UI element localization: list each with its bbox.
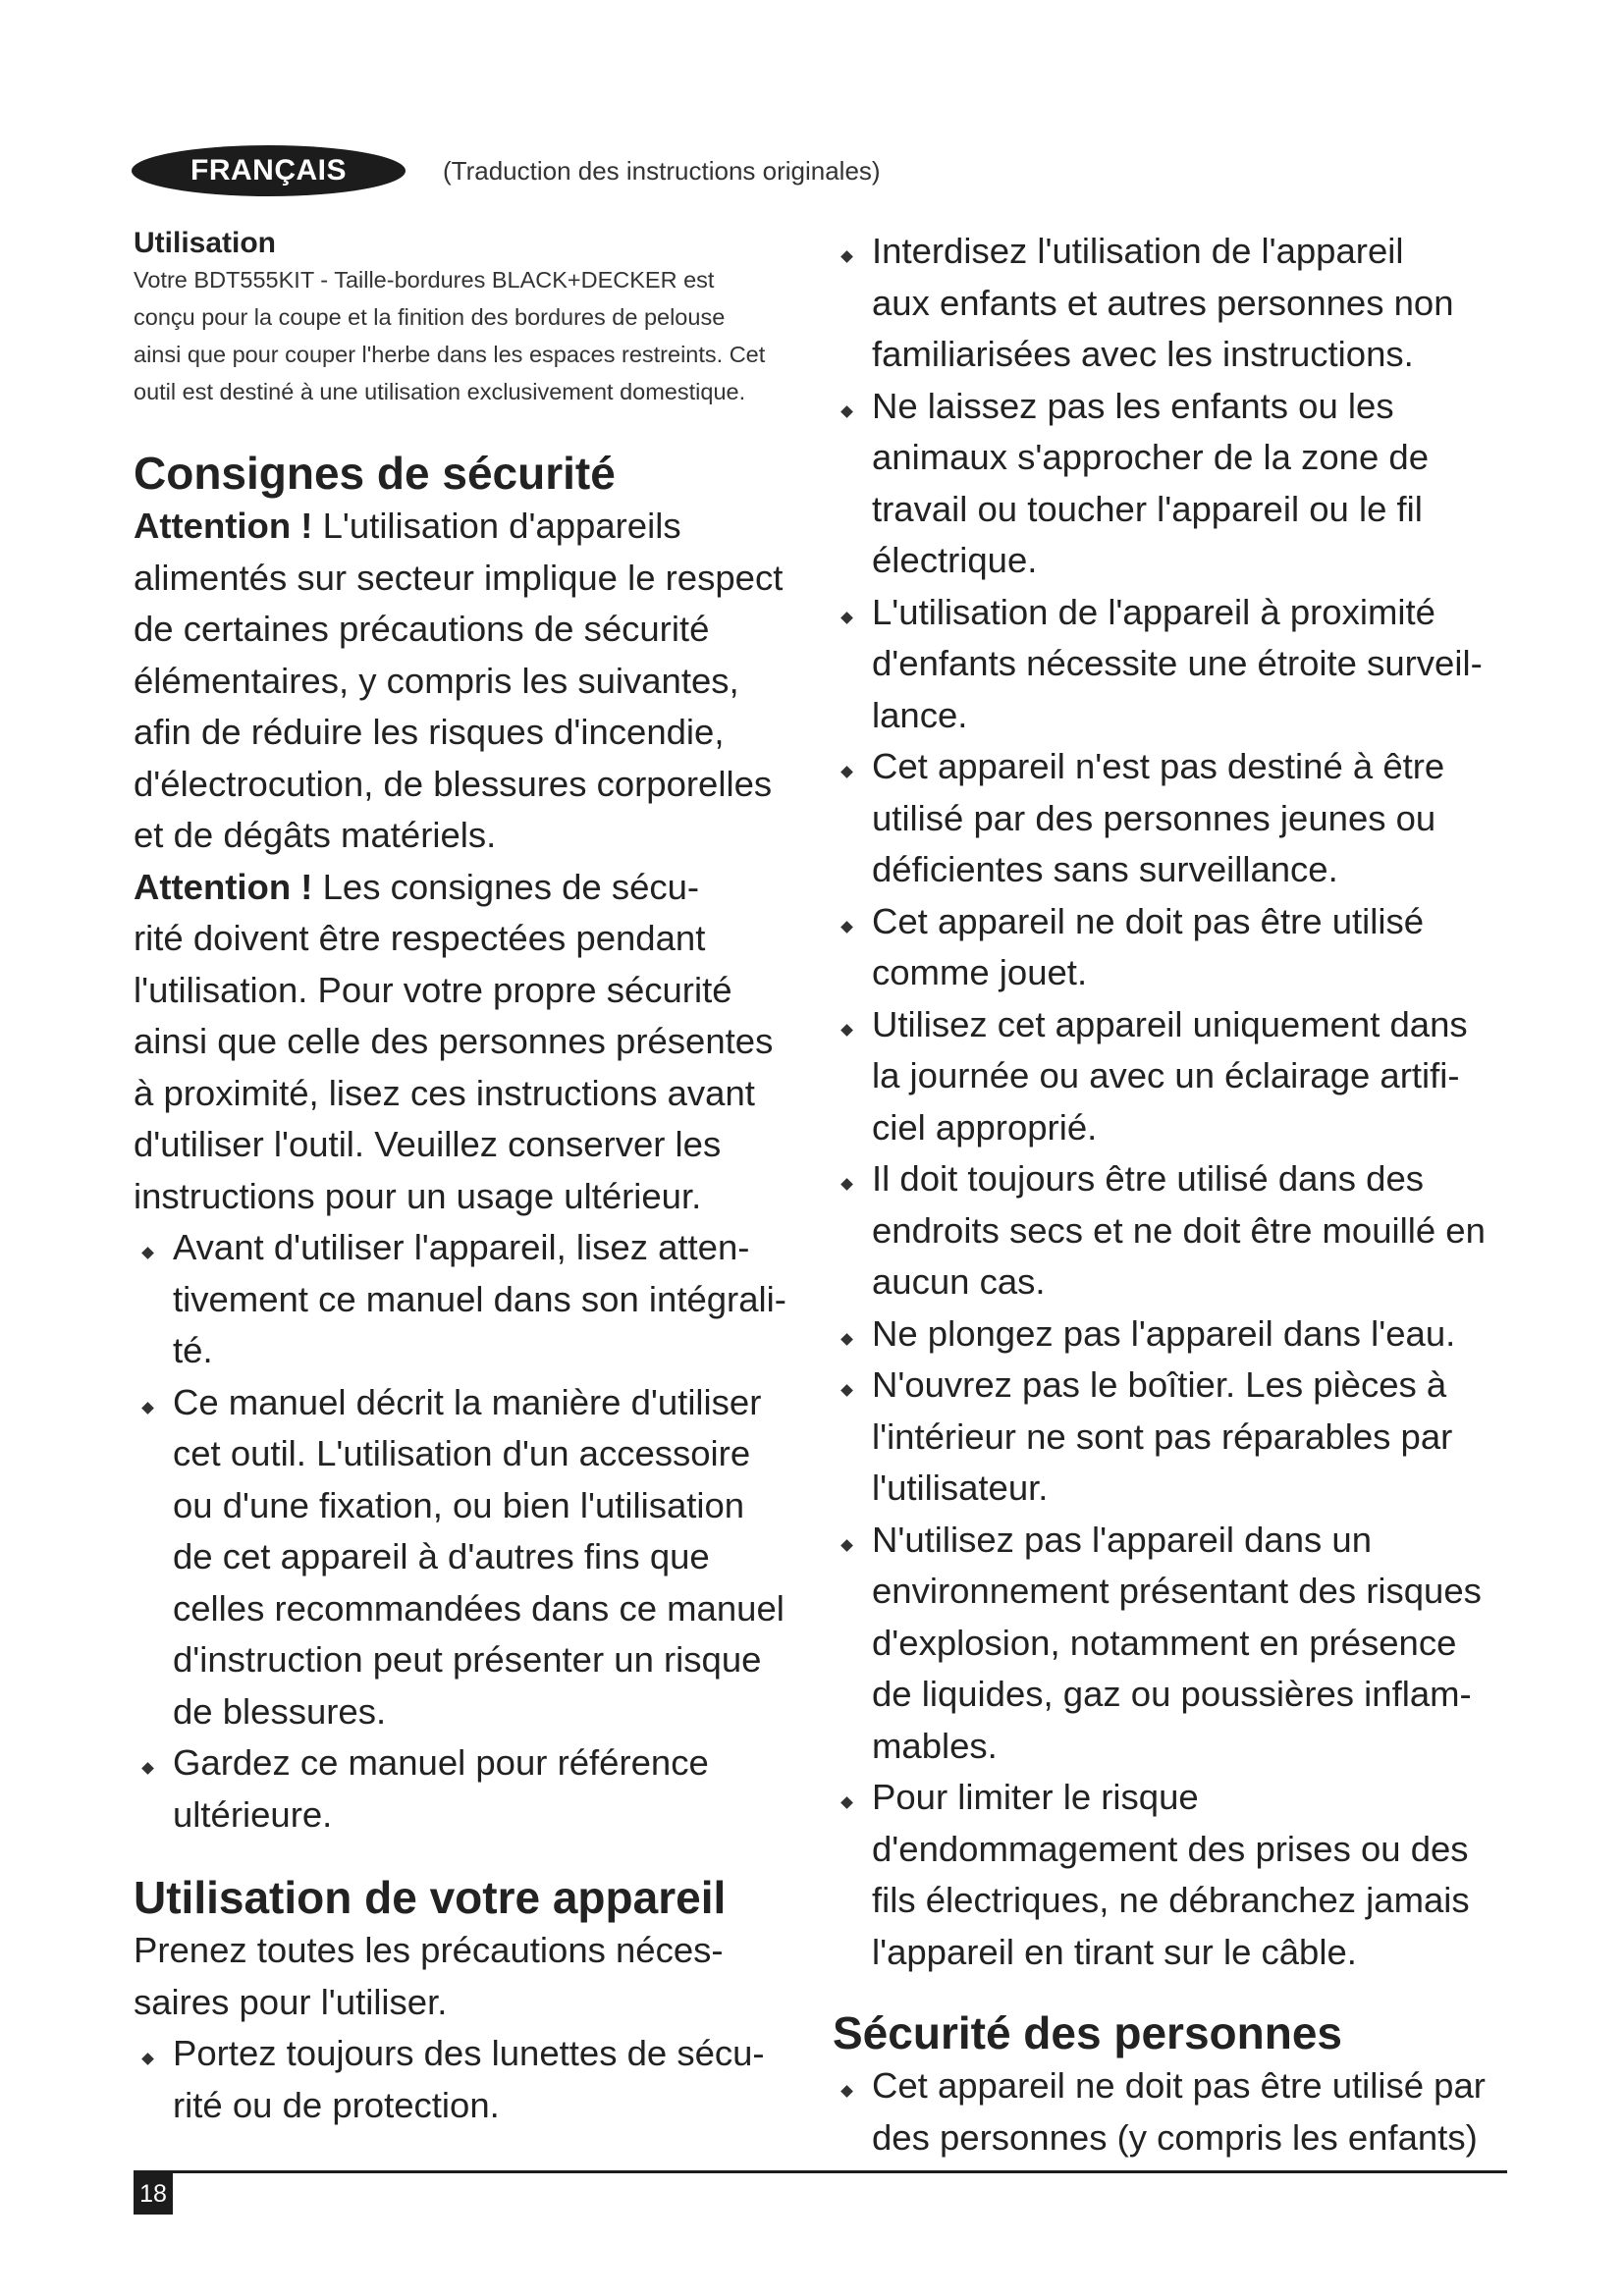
text-line: Utilisez cet appareil uniquement dans [872, 1003, 1468, 1044]
text-line: ainsi que celle des personnes présentes [134, 1021, 774, 1061]
safety-paragraph-1 [134, 501, 801, 862]
text-line: té. [173, 1330, 213, 1370]
usage-paragraph [134, 1925, 801, 2028]
text-line: cet outil. L'utilisation d'un accessoire [173, 1433, 751, 1473]
text-line: l'utilisation. Pour votre propre sécurité [134, 969, 732, 1010]
text-line: d'utiliser l'outil. Veuillez conserver les [134, 1124, 722, 1164]
personal-safety-heading: Sécurité des personnes [833, 2007, 1342, 2058]
intro-line: ainsi que pour couper l'herbe dans les espaces restreints. Cet [134, 342, 766, 367]
list-item [833, 381, 1510, 587]
text-line: des personnes (y compris les enfants) [872, 2116, 1478, 2158]
list-item [833, 2060, 1510, 2163]
usage-bullet-list [134, 2028, 801, 2131]
text-line: Prenez toutes les précautions néces- [134, 1930, 724, 1970]
page-header [132, 145, 881, 196]
text-line: mables. [872, 1725, 998, 1766]
text-line: lance. [872, 694, 968, 735]
text-line: Cet appareil ne doit pas être utilisé [872, 900, 1425, 941]
text-line: Interdisez l'utilisation de l'appareil [872, 231, 1404, 271]
text-line: ou d'une fixation, ou bien l'utilisation [173, 1484, 745, 1525]
list-item [833, 1360, 1510, 1515]
text-line: l'intérieur ne sont pas réparables par [872, 1415, 1453, 1457]
list-item [134, 2028, 801, 2131]
text-line: Ne plongez pas l'appareil dans l'eau. [872, 1312, 1456, 1354]
text-line: l'utilisateur. [872, 1468, 1049, 1508]
text-line: d'enfants nécessite une étroite surveil- [872, 643, 1483, 683]
text-line: utilisé par des personnes jeunes ou [872, 797, 1436, 838]
text-line: Ne laissez pas les enfants ou les [872, 385, 1394, 426]
text-line: de blessures. [173, 1690, 387, 1732]
list-item [833, 896, 1510, 999]
intro-line: outil est destiné à une utilisation exclusivement domestique. [134, 379, 746, 404]
text-line: N'utilisez pas l'appareil dans un [872, 1519, 1373, 1560]
text-line: tivement ce manuel dans son intégrali- [173, 1278, 786, 1319]
text-line: animaux s'approcher de la zone de [872, 437, 1429, 477]
left-column [134, 226, 801, 2131]
text-line: déficientes sans surveillance. [872, 849, 1338, 889]
right-column [833, 226, 1510, 2163]
text-line: l'appareil en tirant sur le câble. [872, 1931, 1357, 1972]
text-line: Cet appareil n'est pas destiné à être [872, 746, 1445, 786]
list-item [833, 1515, 1510, 1773]
attention-label: Attention ! [134, 866, 313, 907]
list-item [134, 1377, 801, 1738]
list-item [833, 741, 1510, 896]
safety-bullet-list-continued [833, 226, 1510, 1978]
personal-safety-bullet-list [833, 2060, 1510, 2163]
text-line: et de dégâts matériels. [134, 815, 497, 855]
text-line: environnement présentant des risques [872, 1571, 1482, 1611]
intro-line: conçu pour la coupe et la finition des bordures de pelouse [134, 304, 726, 330]
text-line: Cet appareil ne doit pas être utilisé par [872, 2065, 1486, 2106]
text-line: saires pour l'utiliser. [134, 1981, 448, 2022]
text-line: familiarisées avec les instructions. [872, 334, 1414, 374]
list-item [833, 226, 1510, 381]
safety-bullet-list [134, 1222, 801, 1841]
safety-paragraph-2 [134, 862, 801, 1223]
intro-heading: Utilisation [134, 227, 277, 259]
list-item [833, 1308, 1510, 1361]
text-line: Portez toujours des lunettes de sécu- [173, 2033, 765, 2073]
text-line: Gardez ce manuel pour référence [173, 1742, 709, 1783]
language-label: FRANÇAIS [132, 145, 406, 196]
text-line: de cet appareil à d'autres fins que [173, 1536, 710, 1576]
text-line: comme jouet. [872, 952, 1088, 992]
text-line: Pour limiter le risque [872, 1777, 1199, 1817]
page-number: 18 [134, 2173, 173, 2215]
text-line: L'utilisation d'appareils [322, 506, 681, 546]
list-item [833, 1772, 1510, 1978]
text-line: Ce manuel décrit la manière d'utiliser [173, 1381, 762, 1422]
text-line: Il doit toujours être utilisé dans des [872, 1158, 1425, 1199]
text-line: aucun cas. [872, 1261, 1046, 1302]
text-line: d'électrocution, de blessures corporelles [134, 763, 773, 804]
text-line: rité doivent être respectées pendant [134, 918, 706, 958]
text-line: élémentaires, y compris les suivantes, [134, 660, 739, 701]
text-line: instructions pour un usage ultérieur. [134, 1175, 702, 1216]
text-line: celles recommandées dans ce manuel [173, 1587, 785, 1629]
text-line: Les consignes de sécu- [322, 866, 700, 907]
list-item [134, 1737, 801, 1841]
text-line: à proximité, lisez ces instructions avant [134, 1072, 755, 1113]
text-line: aux enfants et autres personnes non [872, 282, 1454, 323]
list-item [134, 1222, 801, 1377]
text-line: d'explosion, notamment en présence [872, 1622, 1457, 1663]
text-line: travail ou toucher l'appareil ou le fil [872, 488, 1423, 529]
text-line: d'endommagement des prises ou des [872, 1828, 1469, 1869]
attention-label: Attention ! [134, 506, 313, 546]
text-line: N'ouvrez pas le boîtier. Les pièces à [872, 1364, 1447, 1405]
text-line: électrique. [872, 540, 1038, 580]
list-item [833, 587, 1510, 742]
text-line: endroits secs et ne doit être mouillé en [872, 1209, 1486, 1251]
text-line: de certaines précautions de sécurité [134, 609, 710, 649]
text-line: afin de réduire les risques d'incendie, [134, 712, 725, 752]
text-line: d'instruction peut présenter un risque [173, 1639, 762, 1680]
footer-divider [134, 2170, 1507, 2173]
text-line: la journée ou avec un éclairage artifi- [872, 1055, 1460, 1095]
text-line: Avant d'utiliser l'appareil, lisez atten- [173, 1227, 750, 1267]
list-item [833, 999, 1510, 1154]
intro-line: Votre BDT555KIT - Taille-bordures BLACK+DECKER est [134, 267, 715, 293]
safety-heading: Consignes de sécurité [134, 448, 616, 499]
text-line: alimentés sur secteur implique le respect [134, 557, 784, 598]
usage-heading: Utilisation de votre appareil [134, 1872, 727, 1923]
translation-note: (Traduction des instructions originales) [443, 155, 881, 186]
text-line: fils électriques, ne débranchez jamais [872, 1880, 1470, 1920]
text-line: L'utilisation de l'appareil à proximité [872, 591, 1435, 632]
text-line: ultérieure. [173, 1793, 333, 1835]
text-line: rité ou de protection. [173, 2084, 500, 2125]
list-item [833, 1153, 1510, 1308]
intro-text [134, 261, 801, 410]
text-line: de liquides, gaz ou poussières inflam- [872, 1674, 1472, 1714]
text-line: ciel approprié. [872, 1106, 1098, 1148]
